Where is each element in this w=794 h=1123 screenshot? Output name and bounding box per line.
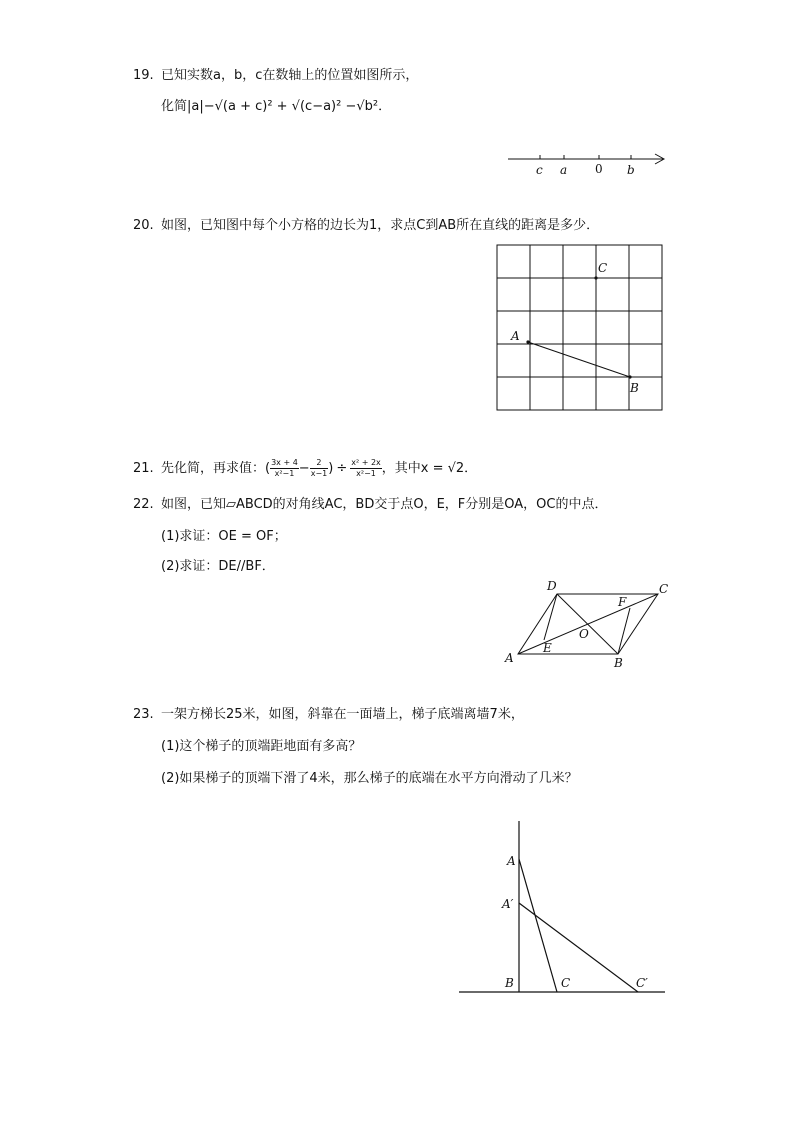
q21-line: 21. 先化简，再求值：( $\frac{3x + 4}{\text{x²−1}}$ − $\frac{2}{x-1}$ ) ÷ $\frac{\text{x² + 2x}}{\text{x²−1}}$ ，其中x = √2．: [133, 458, 478, 478]
q19-text: 已知实数a，b，c在数轴上的位置如图所示，: [161, 68, 419, 83]
label-b: B: [614, 656, 623, 670]
label-f: F: [618, 595, 627, 609]
label-e: E: [543, 641, 552, 655]
point-a: [526, 340, 529, 343]
ladder-a-prime-c-prime: [519, 903, 638, 992]
q23-line: [133, 706, 524, 724]
q23-ladder-figure: [455, 815, 670, 1000]
q19-number: 19.: [133, 68, 154, 83]
q23-part1: (1)这个梯子的顶端距地面有多高？: [161, 739, 362, 754]
q20-text: 如图，已知图中每个小方格的边长为1，求点C到AB所在直线的距离是多少．: [161, 218, 600, 233]
label-b: B: [630, 381, 639, 395]
q21-suffix: ，其中x = √2．: [381, 461, 478, 476]
segment-de: [544, 594, 557, 640]
q23-text: 一架方梯长25米，如图，斜靠在一面墙上，梯子底端离墙7米，: [161, 707, 524, 722]
label-a: A: [507, 854, 516, 868]
q19-line: [133, 67, 418, 85]
label-c-prime: C′: [636, 976, 648, 990]
label-a: A: [505, 651, 514, 665]
label-c: C: [598, 261, 608, 275]
q21-prefix: 先化简，再求值：: [161, 461, 266, 476]
label-b: B: [505, 976, 514, 990]
q22-part2: (2)求证：DE//BF．: [161, 559, 275, 574]
q22-line: [133, 496, 607, 514]
q21-number: 21.: [133, 461, 154, 476]
q22-number: 22.: [133, 497, 154, 512]
q22-part1: (1)求证：OE = OF；: [161, 529, 287, 544]
q21-frac3: $\frac{\text{x² + 2x}}{\text{x²−1}}$: [351, 458, 381, 478]
point-c: [594, 276, 597, 279]
q22-parallelogram-figure: [500, 575, 680, 675]
axis-label-b: b: [627, 163, 635, 177]
q19-number-line: [500, 145, 675, 185]
point-b: [628, 375, 631, 378]
label-a: A: [511, 329, 520, 343]
q23-number: 23.: [133, 707, 154, 722]
q20-line: [133, 217, 599, 235]
label-c: C: [659, 582, 669, 596]
segment-bf: [618, 608, 630, 654]
axis-label-0: 0: [595, 162, 603, 176]
q21-frac2: $\frac{2}{x-1}$: [310, 458, 328, 478]
q21-frac1: $\frac{3x + 4}{\text{x²−1}}$: [271, 458, 298, 478]
label-c: C: [561, 976, 571, 990]
q20-grid-figure: [490, 238, 675, 418]
q22-text: 如图，已知▱ABCD的对角线AC，BD交于点O，E，F分别是OA，OC的中点．: [161, 497, 608, 512]
segment-ab: [528, 342, 630, 377]
q23-part2: (2)如果梯子的顶端下滑了4米，那么梯子的底端在水平方向滑动了几米？: [161, 771, 578, 786]
ladder-ac: [519, 859, 557, 992]
diagonal-bd: [557, 594, 618, 654]
axis-label-a: a: [560, 163, 568, 177]
label-d: D: [547, 579, 557, 593]
q19-simplify: 化简|a|−√(a + c)² + √(c−a)² −√b²．: [161, 99, 392, 114]
axis-label-c: c: [536, 163, 543, 177]
label-a-prime: A′: [502, 897, 514, 911]
q20-number: 20.: [133, 218, 154, 233]
label-o: O: [579, 627, 589, 641]
